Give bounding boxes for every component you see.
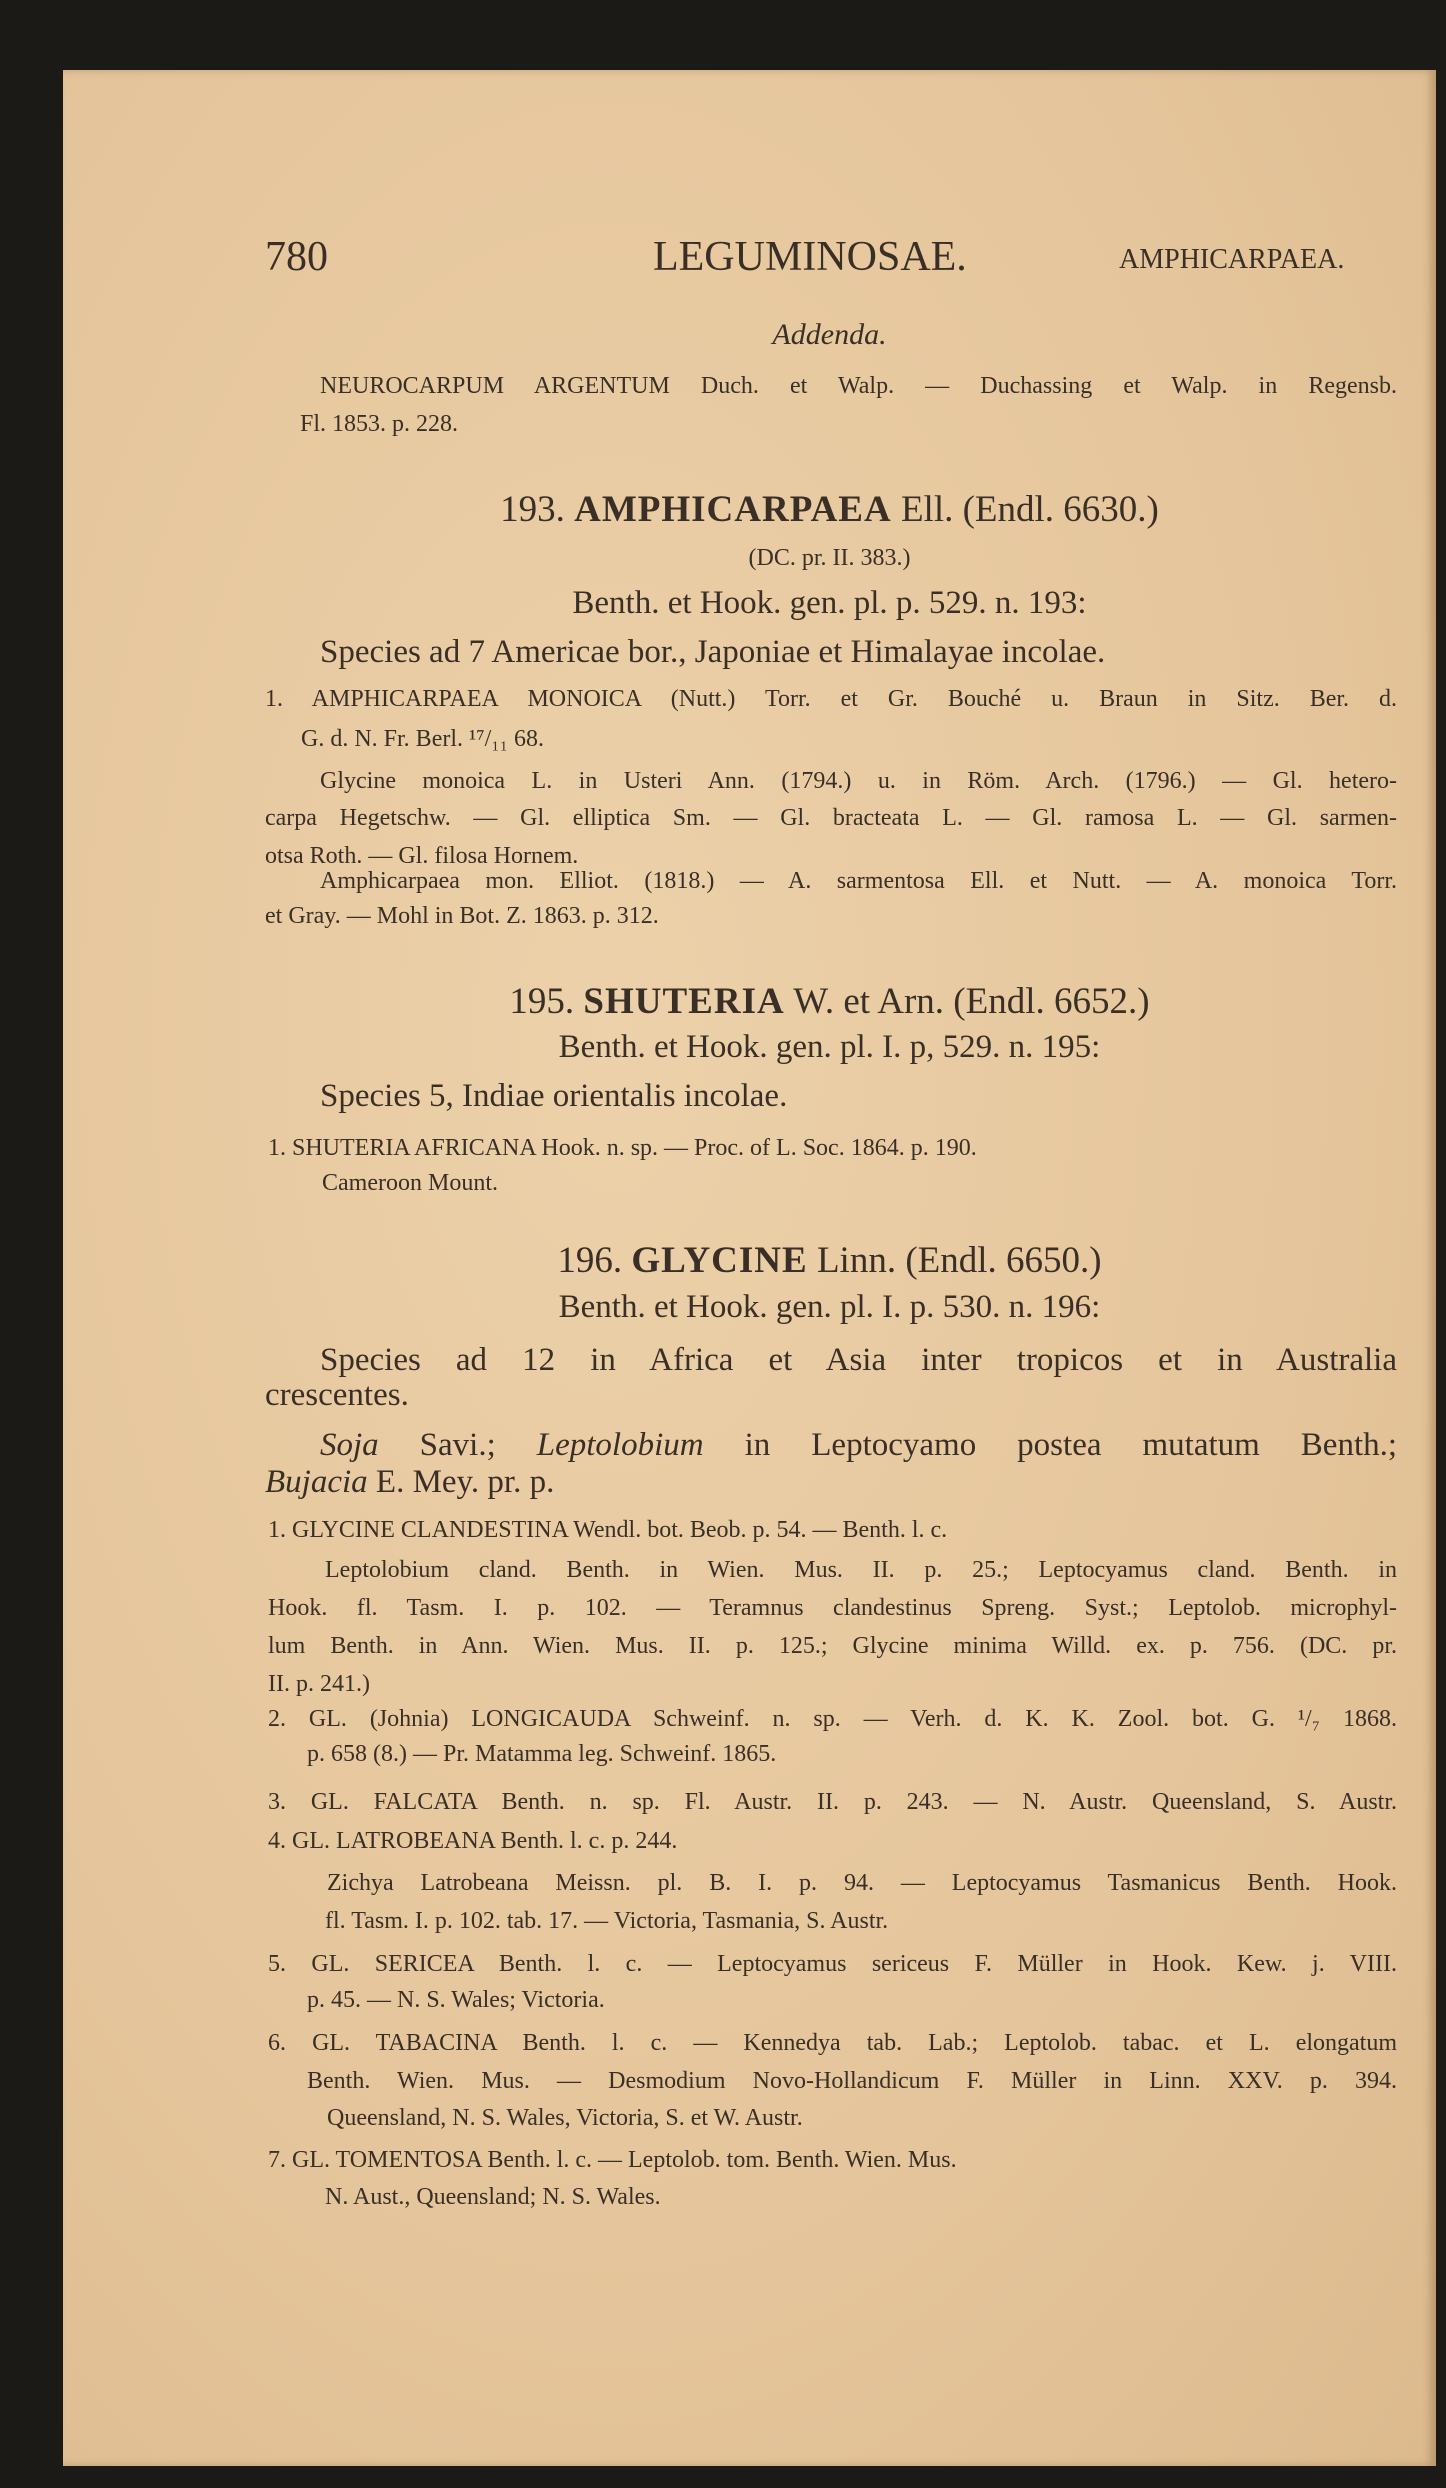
- species-note: Species ad 12 in Africa et Asia inter tropicos et in Australia: [320, 1342, 1397, 1378]
- page-title: LEGUMINOSAE.: [653, 234, 967, 280]
- entry-line: Cameroon Mount.: [322, 1170, 498, 1196]
- synonym-note: [320, 1429, 1397, 1462]
- entry-line: fl. Tasm. I. p. 102. tab. 17. — Victoria, Tasmania, S. Austr.: [325, 1908, 889, 1934]
- entry-line: Zichya Latrobeana Meissn. pl. B. I. p. 94. — Leptocyamus Tasmanicus Benth. Hook.: [327, 1870, 1397, 1896]
- genus-authority: Linn. (Endl. 6650.): [816, 1240, 1102, 1281]
- entry-line: 6. GL. TABACINA Benth. l. c. — Kennedya tab. Lab.; Leptolob. tabac. et L. elongatum: [268, 2030, 1397, 2056]
- genus-heading-195: [262, 983, 1397, 1020]
- synonym-text: in Leptocyamo postea mutatum Benth.;: [744, 1427, 1398, 1463]
- synonym-italic: Soja: [320, 1427, 379, 1463]
- synonym-text: E. Mey. pr. p.: [375, 1464, 555, 1500]
- synonym-note: [265, 1466, 554, 1499]
- entry-line: 4. GL. LATROBEANA Benth. l. c. p. 244.: [268, 1828, 678, 1854]
- entry-line: Leptolobium cland. Benth. in Wien. Mus. II. p. 25.; Leptocyamus cland. Benth. in: [325, 1557, 1397, 1583]
- entry-line: 2. GL. (Johnia) LONGICAUDA Schweinf. n. sp. — Verh. d. K. K. Zool. bot. G. ¹/₇ 1868.: [268, 1706, 1397, 1732]
- entry-line: 7. GL. TOMENTOSA Benth. l. c. — Leptolob. tom. Benth. Wien. Mus.: [268, 2147, 957, 2173]
- benth-hook-reference: Benth. et Hook. gen. pl. p. 529. n. 193:: [572, 585, 1087, 621]
- entry-line: II. p. 241.): [268, 1671, 370, 1697]
- entry-line: Queensland, N. S. Wales, Victoria, S. et W. Austr.: [327, 2105, 803, 2131]
- text-line: NEUROCARPUM ARGENTUM Duch. et Walp. — Duchassing et Walp. in Regensb.: [320, 373, 1397, 399]
- species-note: Species 5, Indiae orientalis incolae.: [320, 1078, 788, 1114]
- genus-heading-193: [262, 491, 1397, 528]
- genus-name: AMPHICARPAEA: [574, 489, 892, 530]
- entry-line: 1. SHUTERIA AFRICANA Hook. n. sp. — Proc. of L. Soc. 1864. p. 190.: [268, 1135, 977, 1161]
- genus-name: GLYCINE: [631, 1240, 808, 1281]
- entry-line: Amphicarpaea mon. Elliot. (1818.) — A. sarmentosa Ell. et Nutt. — A. monoica Torr.: [320, 868, 1397, 894]
- genus-authority: Ell. (Endl. 6630.): [900, 489, 1159, 530]
- entry-line: carpa Hegetschw. — Gl. elliptica Sm. — Gl. bracteata L. — Gl. ramosa L. — Gl. sarmen-: [265, 805, 1397, 831]
- genus-heading-196: [262, 1242, 1397, 1279]
- entry-line: G. d. N. Fr. Berl. ¹⁷/₁₁ 68.: [301, 726, 544, 752]
- benth-hook-reference: Benth. et Hook. gen. pl. I. p. 530. n. 196:: [558, 1289, 1101, 1325]
- entry-line: p. 45. — N. S. Wales; Victoria.: [307, 1987, 605, 2013]
- entry-line: Glycine monoica L. in Usteri Ann. (1794.) u. in Röm. Arch. (1796.) — Gl. hetero-: [320, 768, 1397, 794]
- entry-line: Hook. fl. Tasm. I. p. 102. — Teramnus clandestinus Spreng. Syst.; Leptolob. microphyl-: [268, 1595, 1397, 1621]
- species-note: Species ad 7 Americae bor., Japoniae et Himalayae incolae.: [320, 634, 1106, 670]
- entry-line: 1. AMPHICARPAEA MONOICA (Nutt.) Torr. et Gr. Bouché u. Braun in Sitz. Ber. d.: [265, 686, 1397, 712]
- entry-line: 3. GL. FALCATA Benth. n. sp. Fl. Austr. II. p. 243. — N. Austr. Queensland, S. Austr.: [268, 1789, 1397, 1815]
- addenda-title: Addenda.: [772, 318, 887, 351]
- entry-line: N. Aust., Queensland; N. S. Wales.: [325, 2184, 661, 2210]
- genus-name: SHUTERIA: [583, 981, 785, 1022]
- dc-reference: (DC. pr. II. 383.): [748, 545, 911, 571]
- text-line: Fl. 1853. p. 228.: [300, 411, 459, 437]
- entry-line: otsa Roth. — Gl. filosa Hornem.: [265, 843, 579, 869]
- genus-number: 193.: [500, 489, 565, 530]
- entry-line: lum Benth. in Ann. Wien. Mus. II. p. 125.; Glycine minima Willd. ex. p. 756. (DC. pr.: [268, 1633, 1397, 1659]
- page-number: 780: [265, 234, 328, 280]
- genus-authority: W. et Arn. (Endl. 6652.): [793, 981, 1150, 1022]
- entry-line: 1. GLYCINE CLANDESTINA Wendl. bot. Beob. p. 54. — Benth. l. c.: [268, 1517, 948, 1543]
- synonym-italic: Bujacia: [265, 1464, 368, 1500]
- species-note: crescentes.: [265, 1377, 409, 1413]
- entry-line: et Gray. — Mohl in Bot. Z. 1863. p. 312.: [265, 903, 659, 929]
- entry-line: p. 658 (8.) — Pr. Matamma leg. Schweinf. 1865.: [307, 1741, 777, 1767]
- entry-line: 5. GL. SERICEA Benth. l. c. — Leptocyamus sericeus F. Müller in Hook. Kew. j. VIII.: [268, 1951, 1397, 1977]
- running-head: AMPHICARPAEA.: [1119, 244, 1345, 275]
- genus-number: 196.: [557, 1240, 623, 1281]
- genus-number: 195.: [509, 981, 575, 1022]
- entry-line: Benth. Wien. Mus. — Desmodium Novo-Hollandicum F. Müller in Linn. XXV. p. 394.: [307, 2068, 1397, 2094]
- benth-hook-reference: Benth. et Hook. gen. pl. I. p, 529. n. 195:: [558, 1029, 1101, 1065]
- synonym-text: Savi.;: [419, 1427, 496, 1463]
- synonym-italic: Leptolobium: [536, 1427, 704, 1463]
